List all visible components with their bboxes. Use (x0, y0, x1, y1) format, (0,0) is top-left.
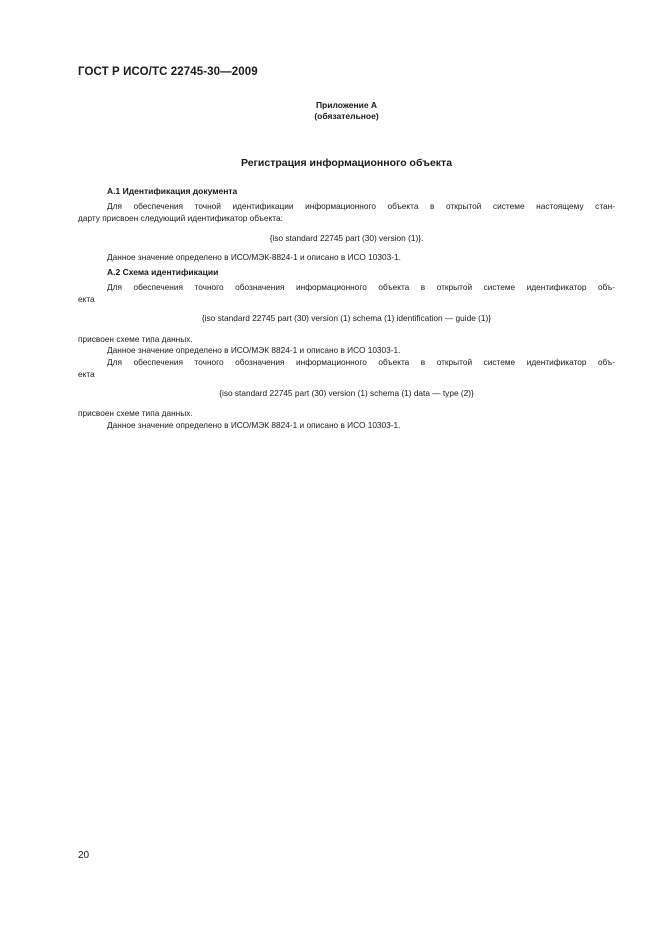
a1-identifier: {iso standard 22745 part (30) version (1)}. (269, 233, 424, 243)
page-number: 20 (78, 850, 90, 861)
a2-paragraph2-line-1: Для обеспечения точного обозначения информационного объекта в открытой системе идентификатор объ- (107, 357, 615, 367)
annex-title: Приложение А (315, 100, 378, 110)
a1-paragraph-line-2: дарту присвоен следующий идентификатор объекта: (78, 213, 283, 223)
a1-heading: А.1 Идентификация документа (107, 186, 238, 196)
section-title: Регистрация информационного объекта (240, 157, 453, 169)
annex-status: (обязательное) (314, 111, 379, 121)
a2-paragraph1-line-2: екта (78, 294, 95, 304)
a1-note: Данное значение определено в ИСО/МЭК-8824-1 и описано в ИСО 10303-1. (107, 252, 401, 262)
document-header: ГОСТ Р ИСО/ТС 22745-30—2009 (78, 66, 258, 78)
a1-paragraph-line-1: Для обеспечения точной идентификации информационного объекта в открытой системе настоящему стан- (107, 201, 615, 211)
a2-assigned-1: присвоен схеме типа данных. (78, 334, 193, 344)
a2-identifier-1: {iso standard 22745 part (30) version (1) schema (1) identification — guide (1)} (201, 313, 492, 323)
a2-note-2: Данное значение определено в ИСО/МЭК 8824-1 и описано в ИСО 10303-1. (107, 420, 401, 430)
a2-paragraph1-line-1: Для обеспечения точного обозначения информационного объекта в открытой системе идентификатор объ- (107, 282, 615, 292)
a2-paragraph2-line-2: екта (78, 369, 95, 379)
a2-assigned-2: присвоен схеме типа данных. (78, 408, 193, 418)
annex-block (0, 100, 661, 122)
a2-note-1: Данное значение определено в ИСО/МЭК 8824-1 и описано в ИСО 10303-1. (107, 345, 401, 355)
a2-identifier-2: {iso standard 22745 part (30) version (1) schema (1) data — type (2)} (219, 388, 474, 398)
a2-heading: А.2 Схема идентификации (107, 267, 219, 277)
